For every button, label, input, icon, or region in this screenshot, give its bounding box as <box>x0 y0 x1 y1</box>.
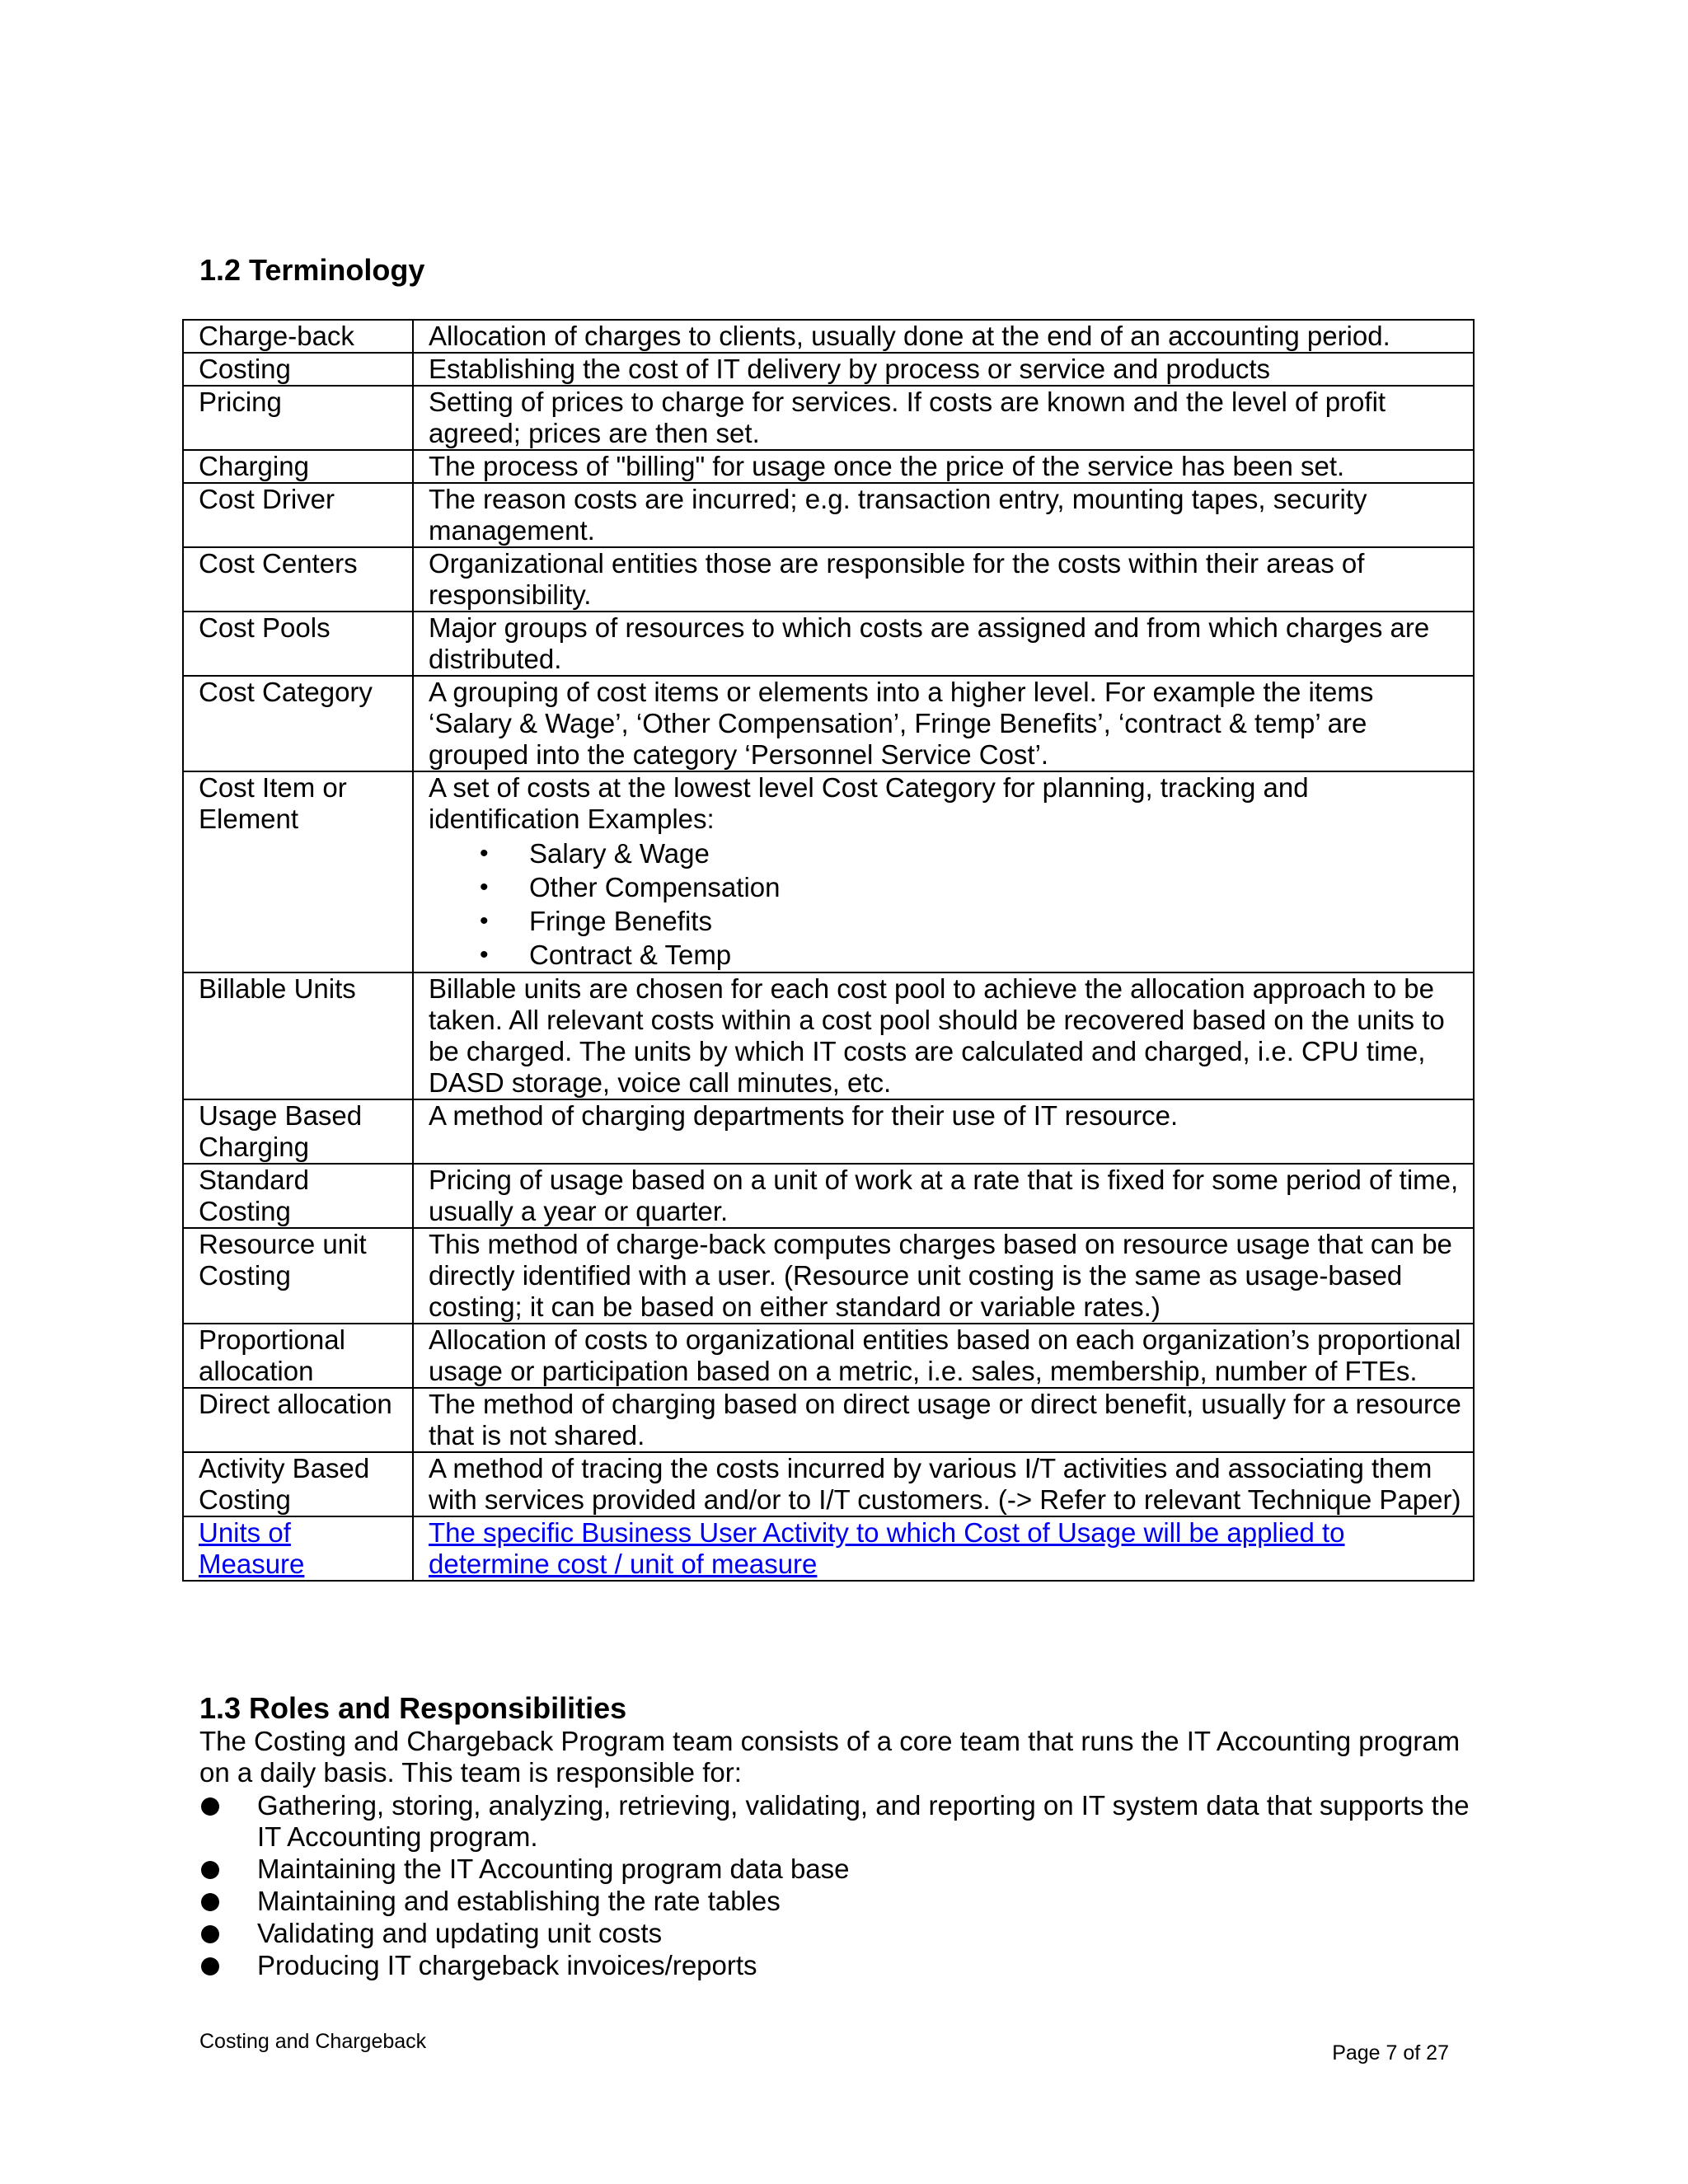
bullet-icon <box>201 1893 219 1911</box>
list-item: • Salary & Wage <box>529 837 1461 870</box>
table-row <box>183 1388 1474 1452</box>
term-cell: Cost Pools <box>183 612 413 676</box>
term-cell: Usage Based Charging <box>183 1099 413 1164</box>
bullet-icon <box>201 1797 219 1816</box>
definition-cell: Allocation of charges to clients, usually done at the end of an accounting period. <box>413 320 1474 353</box>
table-row <box>183 547 1474 612</box>
term-cell: Charging <box>183 450 413 483</box>
term-cell: Costing <box>183 353 413 386</box>
term-cell: Resource unit Costing <box>183 1228 413 1324</box>
bullet-icon <box>201 1861 219 1879</box>
definition-cell: This method of charge-back computes charges based on resource usage that can be directly identified with a user. (Resource unit costing is the same as usage-based costing; it can be based on either standard or variable rates.) <box>413 1228 1474 1324</box>
definition-text: A set of costs at the lowest level Cost Category for planning, tracking and identification Examples: <box>429 772 1309 834</box>
definition-cell: Pricing of usage based on a unit of work at a rate that is fixed for some period of time, usually a year or quarter. <box>413 1164 1474 1228</box>
definition-cell <box>413 771 1474 972</box>
term-cell: Cost Item or Element <box>183 771 413 972</box>
table-row <box>183 612 1474 676</box>
definition-cell: A method of tracing the costs incurred by various I/T activities and associating them with services provided and/or to I/T customers. (-> Refer to relevant Technique Paper) <box>413 1452 1474 1516</box>
list-item-text: Maintaining the IT Accounting program data base <box>257 1854 850 1884</box>
term-cell: Proportional allocation <box>183 1324 413 1388</box>
definition-cell: Billable units are chosen for each cost pool to achieve the allocation approach to be taken. All relevant costs within a cost pool should be recovered based on the units to be charged. The units by which IT costs are calculated and charged, i.e. CPU time, DASD storage, voice call minutes, etc. <box>413 972 1474 1099</box>
list-item-text: Maintaining and establishing the rate tables <box>257 1886 781 1916</box>
definition-cell: A grouping of cost items or elements into a higher level. For example the items ‘Salary & Wage’, ‘Other Compensation’, Fringe Benefits’, ‘contract & temp’ are grouped into the category ‘Personnel Service Cost’. <box>413 676 1474 771</box>
term-cell: Standard Costing <box>183 1164 413 1228</box>
list-item-text: Gathering, storing, analyzing, retrieving, validating, and reporting on IT system data that supports the IT Accounting program. <box>257 1790 1470 1852</box>
list-item <box>199 1886 1485 1917</box>
definition-cell: Organizational entities those are responsible for the costs within their areas of responsibility. <box>413 547 1474 612</box>
table-row <box>183 1164 1474 1228</box>
list-item: • Contract & Temp <box>529 938 1461 972</box>
term-cell: Cost Driver <box>183 483 413 547</box>
definition-cell: The process of "billing" for usage once the price of the service has been set. <box>413 450 1474 483</box>
list-item <box>199 1918 1485 1949</box>
term-cell: Activity Based Costing <box>183 1452 413 1516</box>
term-cell: Billable Units <box>183 972 413 1099</box>
list-item: • Other Compensation <box>529 870 1461 904</box>
list-item <box>199 1854 1485 1885</box>
list-item-text: Validating and updating unit costs <box>257 1918 663 1948</box>
table-row <box>183 450 1474 483</box>
table-row <box>183 1099 1474 1164</box>
table-row-link[interactable] <box>183 1516 1474 1581</box>
roles-heading: 1.3 Roles and Responsibilities <box>199 1691 627 1725</box>
term-cell: Cost Centers <box>183 547 413 612</box>
definition-cell: Setting of prices to charge for services. If costs are known and the level of profit agreed; prices are then set. <box>413 386 1474 450</box>
responsibilities-list <box>199 1790 1485 1982</box>
definition-cell: A method of charging departments for their use of IT resource. <box>413 1099 1474 1164</box>
units-of-measure-link[interactable]: Units of Measure <box>183 1516 413 1581</box>
definition-cell: Allocation of costs to organizational entities based on each organization’s proportional usage or participation based on a metric, i.e. sales, membership, number of FTEs. <box>413 1324 1474 1388</box>
roles-intro-paragraph: The Costing and Chargeback Program team consists of a core team that runs the IT Accounting program on a daily basis. This team is responsible for: <box>199 1726 1461 1788</box>
units-of-measure-definition-link[interactable]: The specific Business User Activity to which Cost of Usage will be applied to determine cost / unit of measure <box>413 1516 1474 1581</box>
table-row <box>183 386 1474 450</box>
table-row <box>183 1452 1474 1516</box>
table-row <box>183 320 1474 353</box>
term-cell: Pricing <box>183 386 413 450</box>
table-row <box>183 483 1474 547</box>
list-item-text: Producing IT chargeback invoices/reports <box>257 1950 757 1980</box>
table-row <box>183 972 1474 1099</box>
examples-list <box>429 837 1461 972</box>
terminology-heading: 1.2 Terminology <box>199 253 425 287</box>
definition-cell: Major groups of resources to which costs are assigned and from which charges are distributed. <box>413 612 1474 676</box>
definition-cell: Establishing the cost of IT delivery by process or service and products <box>413 353 1474 386</box>
term-cell: Charge-back <box>183 320 413 353</box>
term-cell: Cost Category <box>183 676 413 771</box>
bullet-icon <box>201 1957 219 1975</box>
list-item: • Fringe Benefits <box>529 904 1461 938</box>
term-cell: Direct allocation <box>183 1388 413 1452</box>
list-item <box>199 1790 1485 1853</box>
table-row <box>183 1228 1474 1324</box>
footer-page-number: Page 7 of 27 <box>1332 2041 1449 2064</box>
table-row <box>183 1324 1474 1388</box>
definition-cell: The reason costs are incurred; e.g. transaction entry, mounting tapes, security management. <box>413 483 1474 547</box>
footer-document-title: Costing and Chargeback <box>199 2030 427 2053</box>
terminology-table <box>182 319 1475 1582</box>
list-item <box>199 1950 1485 1981</box>
bullet-icon <box>201 1925 219 1943</box>
table-row <box>183 771 1474 972</box>
table-row <box>183 353 1474 386</box>
table-row <box>183 676 1474 771</box>
definition-cell: The method of charging based on direct usage or direct benefit, usually for a resource that is not shared. <box>413 1388 1474 1452</box>
